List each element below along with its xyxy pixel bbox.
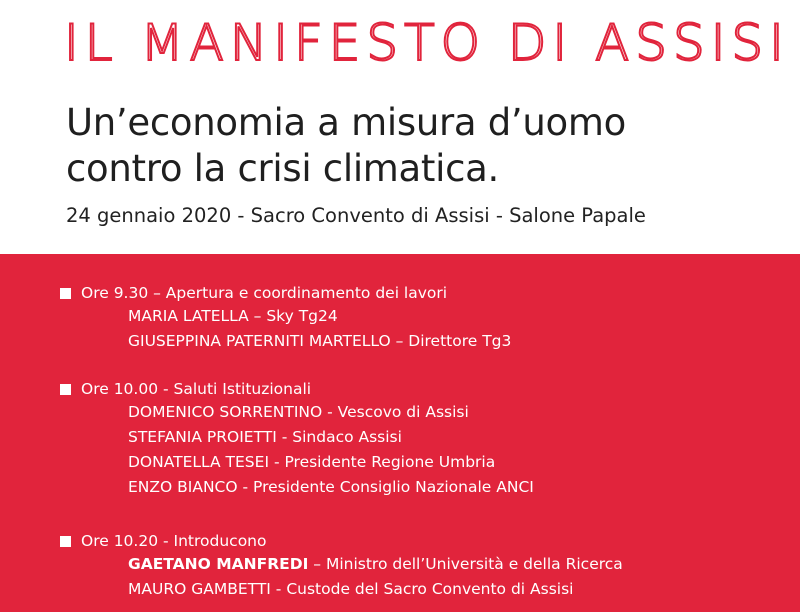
speaker-role: – Ministro dell’Università e della Ricerca xyxy=(308,555,623,573)
speaker-line xyxy=(128,577,623,602)
program-panel xyxy=(0,254,800,612)
subtitle xyxy=(66,100,626,192)
session-block-2 xyxy=(60,378,534,500)
session-block-3 xyxy=(60,530,623,602)
manifesto-logo-title: IL MANIFESTO DI ASSISI xyxy=(64,14,790,72)
speaker-line xyxy=(128,400,534,425)
speaker-name: GIUSEPPINA PATERNITI MARTELLO xyxy=(128,332,391,350)
session-heading: Ore 9.30 – Apertura e coordinamento dei lavori xyxy=(81,284,448,302)
speaker-name: STEFANIA PROIETTI xyxy=(128,428,277,446)
session-heading: Ore 10.00 - Saluti Istituzionali xyxy=(81,380,312,398)
speaker-line xyxy=(128,329,511,354)
speaker-line xyxy=(128,450,534,475)
speaker-line xyxy=(128,304,511,329)
speaker-name: ENZO BIANCO xyxy=(128,478,238,496)
speaker-role: - Custode del Sacro Convento di Assisi xyxy=(270,580,574,598)
speaker-name: DONATELLA TESEI xyxy=(128,453,270,471)
session-block-1 xyxy=(60,282,511,354)
speaker-role: - Sindaco Assisi xyxy=(276,428,402,446)
session-heading-row xyxy=(60,530,623,552)
speaker-line xyxy=(128,425,534,450)
square-bullet-icon xyxy=(60,288,71,299)
speaker-name: DOMENICO SORRENTINO xyxy=(128,403,323,421)
speaker-role: - Vescovo di Assisi xyxy=(322,403,469,421)
session-heading-row xyxy=(60,378,534,400)
speaker-name: GAETANO MANFREDI xyxy=(128,555,309,573)
header xyxy=(0,0,800,254)
speaker-role: - Presidente Consiglio Nazionale ANCI xyxy=(237,478,534,496)
subtitle-line-1: Un’economia a misura d’uomo xyxy=(66,101,626,144)
speaker-role: - Presidente Regione Umbria xyxy=(269,453,496,471)
session-heading-row xyxy=(60,282,511,304)
speaker-name: MAURO GAMBETTI xyxy=(128,580,271,598)
speaker-name: MARIA LATELLA xyxy=(128,307,249,325)
speaker-line xyxy=(128,475,534,500)
square-bullet-icon xyxy=(60,384,71,395)
square-bullet-icon xyxy=(60,536,71,547)
speaker-line xyxy=(128,552,623,577)
session-heading: Ore 10.20 - Introducono xyxy=(81,532,267,550)
speaker-role: – Sky Tg24 xyxy=(248,307,338,325)
speaker-role: – Direttore Tg3 xyxy=(390,332,512,350)
event-info: 24 gennaio 2020 - Sacro Convento di Assisi - Salone Papale xyxy=(66,204,646,227)
subtitle-line-2: contro la crisi climatica. xyxy=(66,147,499,190)
